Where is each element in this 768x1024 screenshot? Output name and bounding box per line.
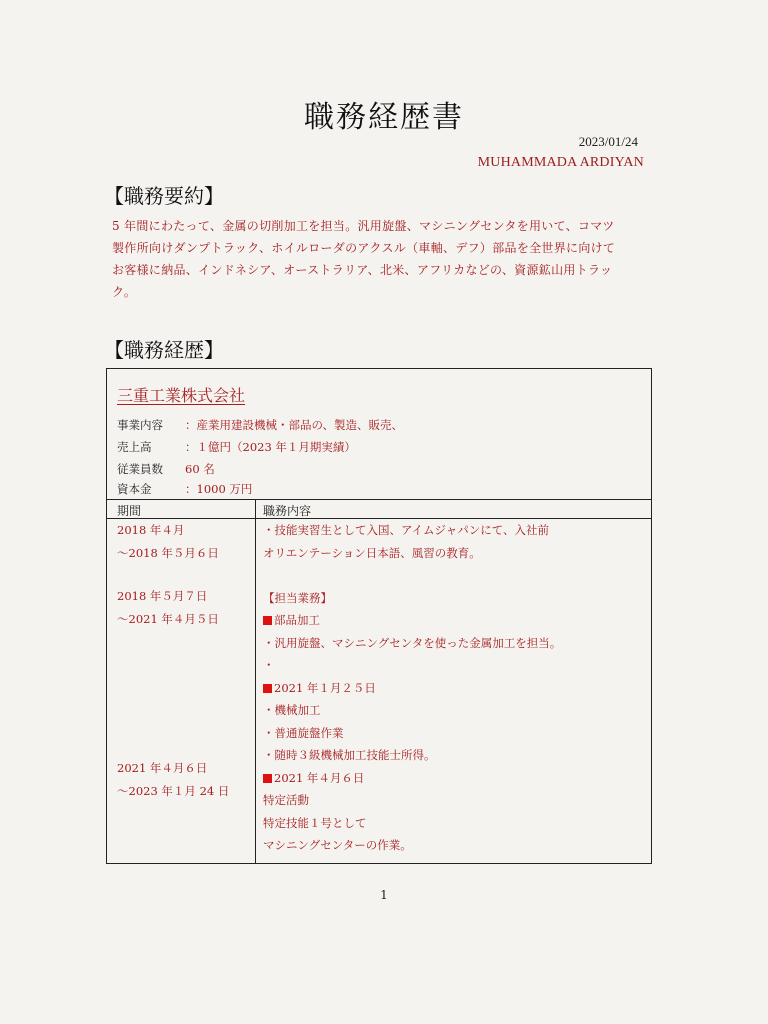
content-line: 2021 年４月６日 (263, 767, 561, 790)
job-history-table (106, 368, 652, 864)
red-square-icon (263, 774, 272, 783)
applicant-name: MUHAMMADA ARDIYAN (477, 155, 644, 170)
summary-line: 5 年間にわたって、金属の切削加工を担当。汎用旋盤、マシニングセンタを用いて、コマツ (112, 219, 615, 233)
period-start: 2021 年４月６日 (117, 761, 208, 775)
info-label: 売上高 (117, 440, 152, 454)
period-cell (117, 585, 219, 630)
period-end: ～2018 年５月６日 (117, 545, 219, 560)
info-label: 資本金 (117, 482, 152, 496)
document-title: 職務経歴書 (304, 100, 464, 135)
period-end: ～2021 年４月５日 (117, 611, 219, 626)
content-line: ・汎用旋盤、マシニングセンタを使った金属加工を担当。 (263, 635, 562, 650)
red-square-icon (263, 684, 272, 693)
content-line: オリエンテーション日本語、風習の教育。 (263, 545, 481, 560)
page-number: 1 (380, 888, 388, 902)
red-square-icon (263, 616, 272, 625)
content-line: ・機械加工 (263, 703, 321, 717)
company-name: 三重工業株式会社 (117, 386, 246, 405)
content-line: 特定技能１号として (263, 815, 367, 830)
period-start: 2018 年４月 (117, 523, 185, 537)
company-info-row (117, 461, 215, 477)
company-info-row (117, 439, 356, 455)
content-line: マシニングセンターの作業。 (263, 838, 412, 852)
company-info-row (117, 417, 403, 433)
column-header-content: 職務内容 (263, 504, 312, 518)
content-line: ・随時３級機械加工技能士所得。 (263, 748, 436, 762)
history-heading: 【職務経歴】 (104, 338, 224, 362)
period-cell (117, 519, 219, 564)
content-line: 部品加工 (263, 609, 561, 632)
period-end: ～2023 年１月 24 日 (117, 783, 230, 798)
document-date: 2023/01/24 (578, 134, 638, 149)
column-header-period: 期間 (117, 504, 142, 518)
period-start: 2018 年５月７日 (117, 589, 208, 603)
info-value: 60 名 (185, 462, 215, 476)
summary-heading: 【職務要約】 (104, 184, 224, 208)
content-cell (263, 519, 561, 857)
company-info-row (117, 481, 252, 497)
info-value: ：１億円（2023 年１月期実績） (185, 440, 356, 454)
content-line: ・普通旋盤作業 (263, 725, 344, 740)
summary-line: お客様に納品、インドネシア、オーストラリア、北米、アフリカなどの、資源鉱山用トラッ (112, 263, 613, 277)
content-line: 2021 年１月２５日 (263, 677, 561, 700)
summary-line: 製作所向けダンプトラック、ホイルローダのアクスル（車軸、デフ）部品を全世界に向けて (112, 241, 616, 255)
content-line: ・技能実習生として入国、アイムジャパンにて、入社前 (263, 523, 550, 537)
info-value: ：1000 万円 (185, 482, 253, 496)
content-line: 特定活動 (263, 793, 309, 807)
column-divider (255, 499, 256, 863)
info-label: 事業内容 (117, 418, 163, 432)
content-line: ・ (263, 658, 275, 672)
summary-line: ク。 (112, 285, 137, 299)
period-cell (117, 757, 229, 802)
content-line: 【担当業務】 (263, 590, 332, 605)
table-divider (107, 499, 651, 500)
info-label: 従業員数 (117, 462, 163, 476)
info-value: ：産業用建設機械・部品の、製造、販売、 (185, 418, 404, 432)
content-line (263, 564, 561, 587)
summary-text (112, 215, 652, 303)
